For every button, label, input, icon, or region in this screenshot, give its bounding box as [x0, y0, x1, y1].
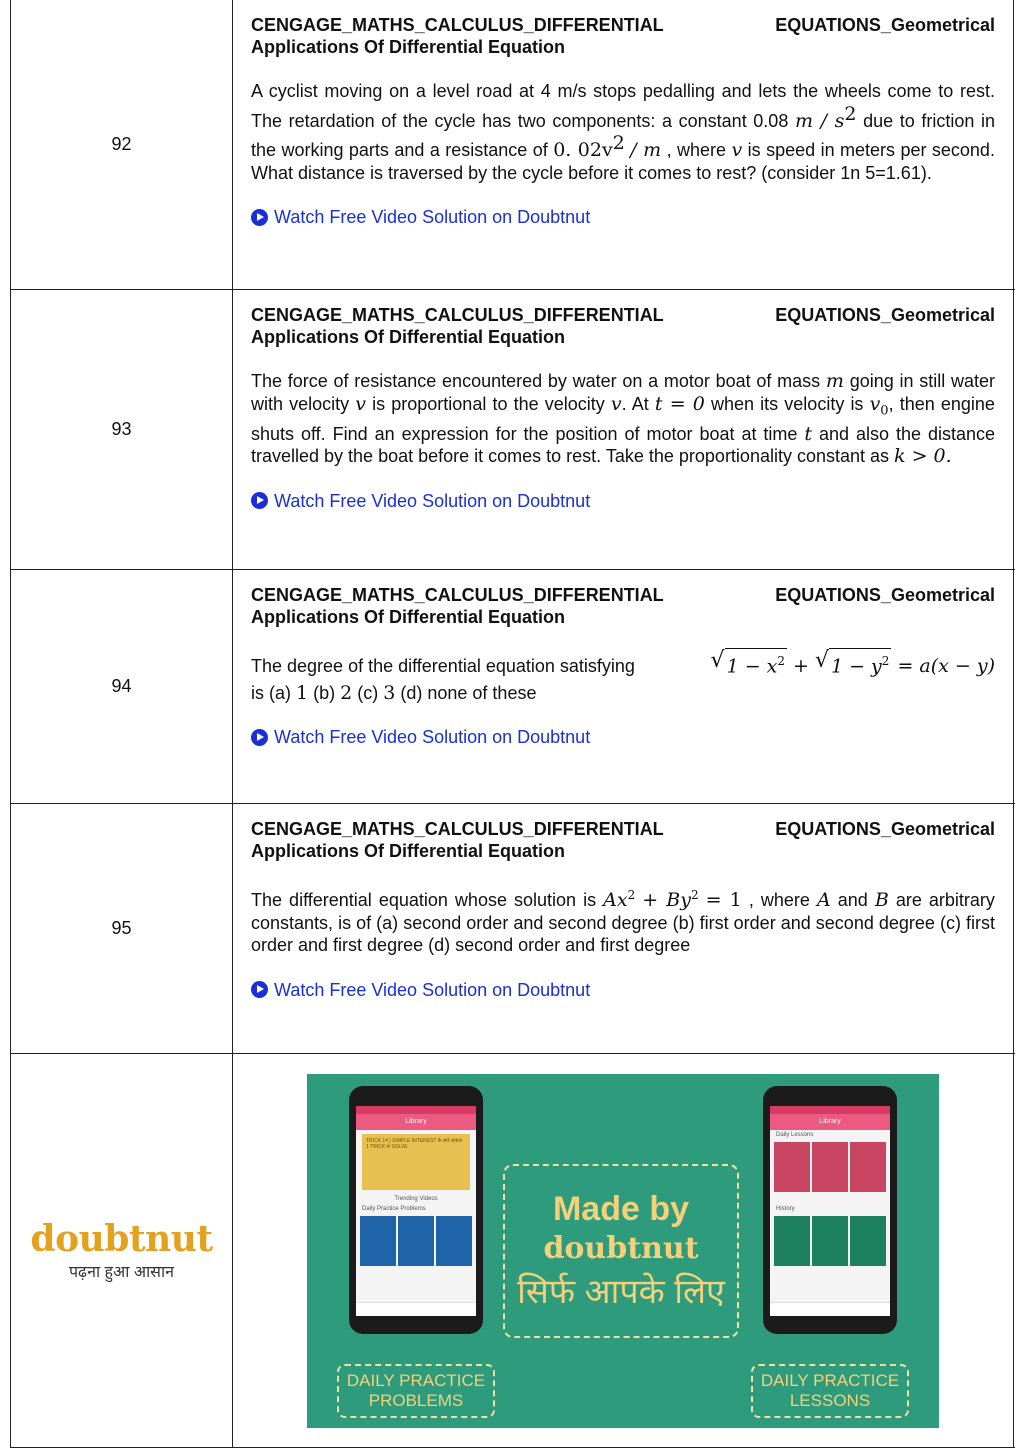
heading-left: CENGAGE_MATHS_CALCULUS_DIFFERENTIAL: [251, 15, 664, 35]
play-circle-icon: [251, 729, 268, 746]
daily-practice-lessons-pill: DAILY PRACTICE LESSONS: [751, 1364, 909, 1418]
made-by-box: [503, 1164, 739, 1338]
play-circle-icon: [251, 981, 268, 998]
watch-video-link[interactable]: [251, 726, 995, 748]
question-heading: [251, 304, 995, 348]
question-row: [11, 290, 1015, 570]
question-number: 95: [11, 804, 233, 1053]
watch-video-label: Watch Free Video Solution on Doubtnut: [274, 207, 591, 227]
logo-tagline: पढ़ना हुआ आसान: [68, 1263, 175, 1281]
promo-row: [11, 1054, 1015, 1448]
heading-right: EQUATIONS_Geometrical: [775, 819, 995, 839]
play-circle-icon: [251, 492, 268, 509]
made-by-text: Made by: [552, 1190, 690, 1228]
doubtnut-logo: doubtnut पढ़ना हुआ आसान: [11, 1054, 233, 1447]
question-text: The degree of the differential equation satisfying √ $1 - x^2$ + √ $1 - y^2$ = a(x − y) is (a) 1 (b) 2 (c) 3 (d) none of these: [251, 648, 995, 704]
watch-video-link[interactable]: [251, 490, 995, 512]
heading-left: CENGAGE_MATHS_CALCULUS_DIFFERENTIAL: [251, 585, 664, 605]
watch-video-label: Watch Free Video Solution on Doubtnut: [274, 979, 591, 1000]
promo-banner[interactable]: [307, 1074, 939, 1428]
sqrt-term-1: √ $1 - x^2$: [710, 648, 786, 678]
phone-mockup-left: Library TRICK 14 | SIMPLE INTEREST के सारे सवाल 1 TRICK से SOLVE Trending Videos Daily Practice Problems: [349, 1086, 483, 1334]
question-heading: [251, 584, 995, 628]
question-heading: [251, 14, 995, 58]
heading-right: EQUATIONS_Geometrical: [775, 585, 995, 605]
play-circle-icon: [251, 209, 268, 226]
question-text: A cyclist moving on a level road at 4 m/s stops pedalling and lets the wheels come to rest. The retardation of the cycle has two components: a constant 0.08 m / $s^2$ due to friction in the working parts and a resistance of 0. $02v^2$ / m , where v is speed in meters per second. What distance is traversed by the cycle before it comes to rest? (consider 1n 5=1.61).: [251, 81, 995, 183]
watch-video-label: Watch Free Video Solution on Doubtnut: [274, 727, 591, 748]
question-content: [233, 0, 1015, 289]
heading-right: EQUATIONS_Geometrical: [775, 305, 995, 325]
watch-video-link[interactable]: [251, 206, 995, 228]
question-text: The differential equation whose solution is $Ax^2 + By^2 = 1$ , where A and B are arbitrary constants, is of (a) second order and second degree (b) first order and second degree (c) first order and first degree (d) second order and first degree: [251, 888, 995, 955]
watch-video-link[interactable]: [251, 979, 995, 1001]
heading-right: EQUATIONS_Geometrical: [775, 15, 995, 35]
question-number: 92: [11, 0, 233, 289]
question-heading: [251, 818, 995, 862]
question-row: [11, 804, 1015, 1054]
watch-video-label: Watch Free Video Solution on Doubtnut: [274, 490, 591, 511]
hindi-tagline: सिर्फ आपके लिए: [517, 1273, 725, 1311]
heading-line2: Applications Of Differential Equation: [251, 841, 566, 861]
question-content: [233, 804, 1015, 1053]
question-number: 93: [11, 290, 233, 569]
heading-line2: Applications Of Differential Equation: [251, 37, 566, 57]
question-content: [233, 290, 1015, 569]
question-number: 94: [11, 570, 233, 803]
question-row: [11, 0, 1015, 290]
worksheet-table: [10, 0, 1014, 1448]
center-logo: doubtnut: [543, 1231, 699, 1266]
question-row: [11, 570, 1015, 804]
question-text: The force of resistance encountered by water on a motor boat of mass m going in still water with velocity v is proportional to the velocity v. At t = 0 when its velocity is $v_0$, then engine shuts off. Find an expression for the position of motor boat at time t and also the distance travelled by the boat before it comes to rest. Take the proportionality constant as k > 0.: [251, 370, 995, 468]
heading-line2: Applications Of Differential Equation: [251, 327, 566, 347]
question-content: [233, 570, 1015, 803]
daily-practice-problems-pill: DAILY PRACTICE PROBLEMS: [337, 1364, 495, 1418]
sqrt-term-2: √ $1 - y^2$: [814, 648, 890, 678]
heading-left: CENGAGE_MATHS_CALCULUS_DIFFERENTIAL: [251, 305, 664, 325]
phone-mockup-right: Library Daily Lessons History: [763, 1086, 897, 1334]
heading-line2: Applications Of Differential Equation: [251, 607, 566, 627]
heading-left: CENGAGE_MATHS_CALCULUS_DIFFERENTIAL: [251, 819, 664, 839]
